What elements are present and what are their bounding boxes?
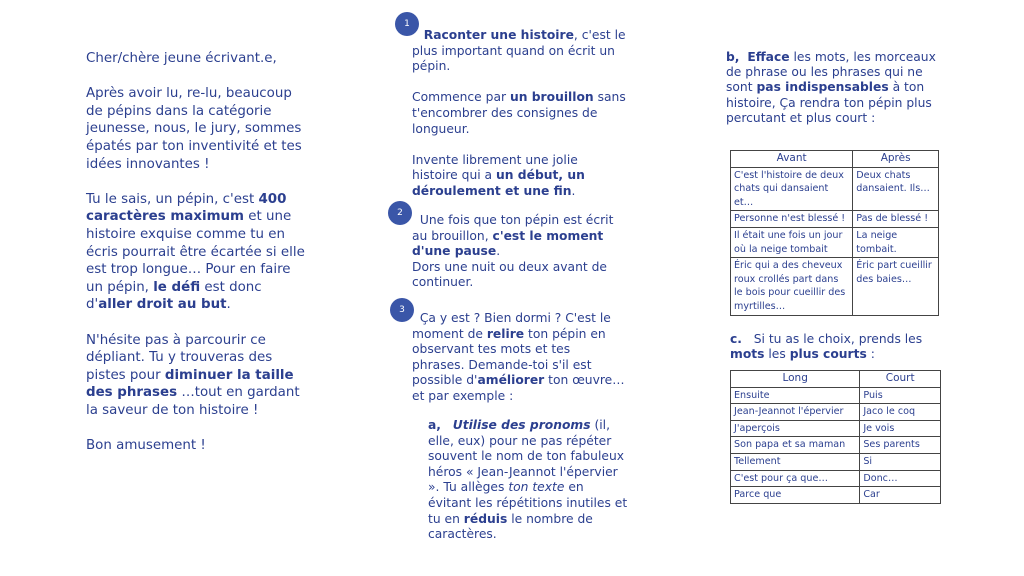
tip-c (730, 332, 940, 362)
greeting: Cher/chère jeune écrivant.e, (86, 51, 277, 66)
step-1-story: Invente librement une jolie histoire qui a un début, un déroulement et une fin. (412, 152, 585, 198)
step-2 (412, 213, 626, 307)
table-cell: Son papa et sa maman (731, 437, 860, 454)
table-cell: Car (860, 487, 941, 504)
table-cell: Puis (860, 387, 941, 404)
table-row (731, 437, 941, 454)
table-cell: La neige tombait. (853, 227, 939, 257)
column-header: Après (853, 151, 939, 168)
step-2-sleep: Dors une nuit ou deux avant de continuer. (412, 259, 607, 290)
table-cell: C'est pour ça que… (731, 470, 860, 487)
table-cell: Ensuite (731, 387, 860, 404)
step-3 (412, 311, 626, 420)
tip-b-text: b, Efface les mots, les morceaux de phrase ou les phrases qui ne sont pas indispensables à ton histoire, Ça rendra ton pépin plus percutant et plus court : (726, 50, 936, 125)
step-number-badge: 1 (395, 12, 419, 36)
tip-a-text: a, Utilise des pronoms (il, elle, eux) pour ne pas répéter souvent le nom de ton fabuleux héros « Jean-Jeannot l'épervier ». Tu allèges ton texte en évitant les répétitions inutiles et tu en réduis le nombre de caractères. (428, 418, 628, 542)
column-header: Court (860, 371, 941, 388)
table-row (731, 258, 939, 315)
rules-paragraph: Tu le sais, un pépin, c'est 400 caractères maximum et une histoire exquise comme tu en écris pourrait être écartée si elle est trop longue… Pour en faire un pépin, le défi est donc d'aller droit au but. (86, 191, 305, 313)
table-row (731, 420, 941, 437)
table-cell: Parce que (731, 487, 860, 504)
step-1 (412, 28, 626, 215)
table-row (731, 387, 941, 404)
table-row (731, 227, 939, 257)
long-short-table (730, 370, 941, 504)
table-cell: Éric qui a des cheveux roux crollés part dans le bois pour cueillir des myrtilles… (731, 258, 853, 315)
table-cell: Éric part cueillir des baies… (853, 258, 939, 315)
leaflet-paragraph: N'hésite pas à parcourir ce dépliant. Tu y trouveras des pistes pour diminuer la taille des phrases …tout en gardant la saveur de ton histoire ! (86, 332, 300, 418)
table-cell: Pas de blessé ! (853, 211, 939, 228)
step-1-draft: Commence par un brouillon sans t'encombrer des consignes de longueur. (412, 90, 626, 136)
table-row (731, 404, 941, 421)
table-cell: Personne n'est blessé ! (731, 211, 853, 228)
tips-column (726, 50, 938, 126)
tip-c-marker: c. (730, 332, 742, 346)
tip-a (428, 418, 628, 543)
table-header-row (731, 151, 939, 168)
before-after-table (730, 150, 939, 316)
table-cell: J'aperçois (731, 420, 860, 437)
step-1-intro: Raconter une histoire, c'est le plus important quand on écrit un pépin. (412, 28, 626, 74)
step-number-badge: 2 (388, 201, 412, 225)
table-cell: C'est l'histoire de deux chats qui dansaient et… (731, 167, 853, 211)
step-number-badge: 3 (390, 298, 414, 322)
table-cell: Je vois (860, 420, 941, 437)
table-header-row (731, 371, 941, 388)
table-cell: Tellement (731, 453, 860, 470)
tip-c-text: c. Si tu as le choix, prends les mots les plus courts : (730, 332, 923, 362)
table-row (731, 167, 939, 211)
table-cell: Jean-Jeannot l'épervier (731, 404, 860, 421)
tip-b-marker: b, (726, 50, 740, 64)
intro-paragraph: Après avoir lu, re-lu, beaucoup de pépins dans la catégorie jeunesse, nous, le jury, sommes épatés par ton inventivité et tes idées innovantes ! (86, 86, 302, 172)
table-row (731, 453, 941, 470)
step-3-reread: Ça y est ? Bien dormi ? C'est le moment de relire ton pépin en observant tes mots et tes phrases. Demande-toi s'il est possible d'améliorer ton œuvre… et par exemple : (412, 311, 625, 403)
intro-column (86, 50, 308, 472)
table-cell: Donc… (860, 470, 941, 487)
table-cell: Ses parents (860, 437, 941, 454)
table-cell: Si (860, 453, 941, 470)
closing: Bon amusement ! (86, 438, 206, 454)
table-cell: Il était une fois un jour où la neige tombait (731, 227, 853, 257)
step-2-pause: Une fois que ton pépin est écrit au brouillon, c'est le moment d'une pause. (412, 213, 614, 259)
table-row (731, 487, 941, 504)
column-header: Avant (731, 151, 853, 168)
table-cell: Deux chats dansaient. Ils… (853, 167, 939, 211)
table-row (731, 470, 941, 487)
tip-a-marker: a, (428, 418, 441, 432)
tip-a-title: Utilise des pronoms (452, 418, 591, 432)
column-header: Long (731, 371, 860, 388)
table-row (731, 211, 939, 228)
table-cell: Jaco le coq (860, 404, 941, 421)
